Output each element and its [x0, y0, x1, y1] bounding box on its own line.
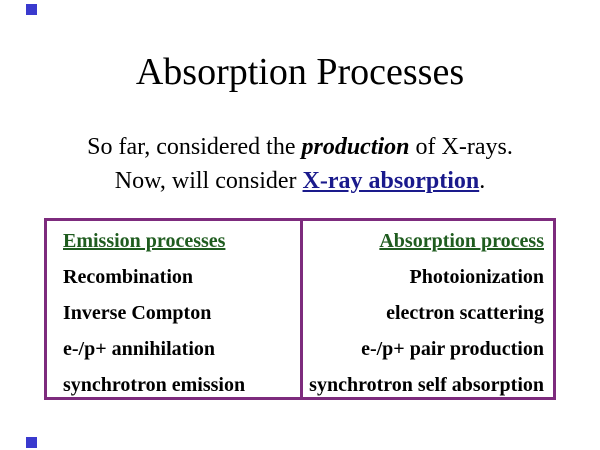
- process-table: [44, 218, 556, 400]
- absorption-column: [303, 221, 553, 397]
- table-row-annihilation: e-/p+ annihilation: [63, 338, 215, 360]
- table-row-synchrotron-emission: synchrotron emission: [63, 374, 246, 396]
- table-row-inverse-compton: Inverse Compton: [63, 302, 212, 324]
- subtitle-line2-suffix: .: [479, 168, 486, 194]
- table-row-synchrotron-self-absorption: synchrotron self absorption: [309, 374, 544, 396]
- table-row-electron-scattering: electron scattering: [386, 302, 544, 324]
- table-row-photoionization: Photoionization: [409, 266, 544, 288]
- production-emphasis: production: [301, 134, 410, 160]
- absorption-column-header: Absorption process: [379, 230, 544, 252]
- emission-column-header: Emission processes: [63, 230, 226, 252]
- subtitle-line2-prefix: Now, will consider: [114, 168, 303, 194]
- subtitle-line1-suffix: of X-rays.: [409, 134, 513, 160]
- table-row-pair-production: e-/p+ pair production: [361, 338, 544, 360]
- emission-column: [47, 221, 303, 397]
- xray-absorption-link[interactable]: X-ray absorption: [302, 168, 480, 194]
- subtitle: [0, 130, 600, 198]
- subtitle-line1-prefix: So far, considered the: [87, 134, 302, 160]
- table-row-recombination: Recombination: [63, 266, 193, 288]
- slide-title: Absorption Processes: [135, 51, 465, 93]
- corner-marker-top-icon: [26, 4, 37, 15]
- subtitle-line-1: [0, 130, 600, 164]
- corner-marker-bottom-icon: [26, 437, 37, 448]
- subtitle-line-2: [0, 164, 600, 198]
